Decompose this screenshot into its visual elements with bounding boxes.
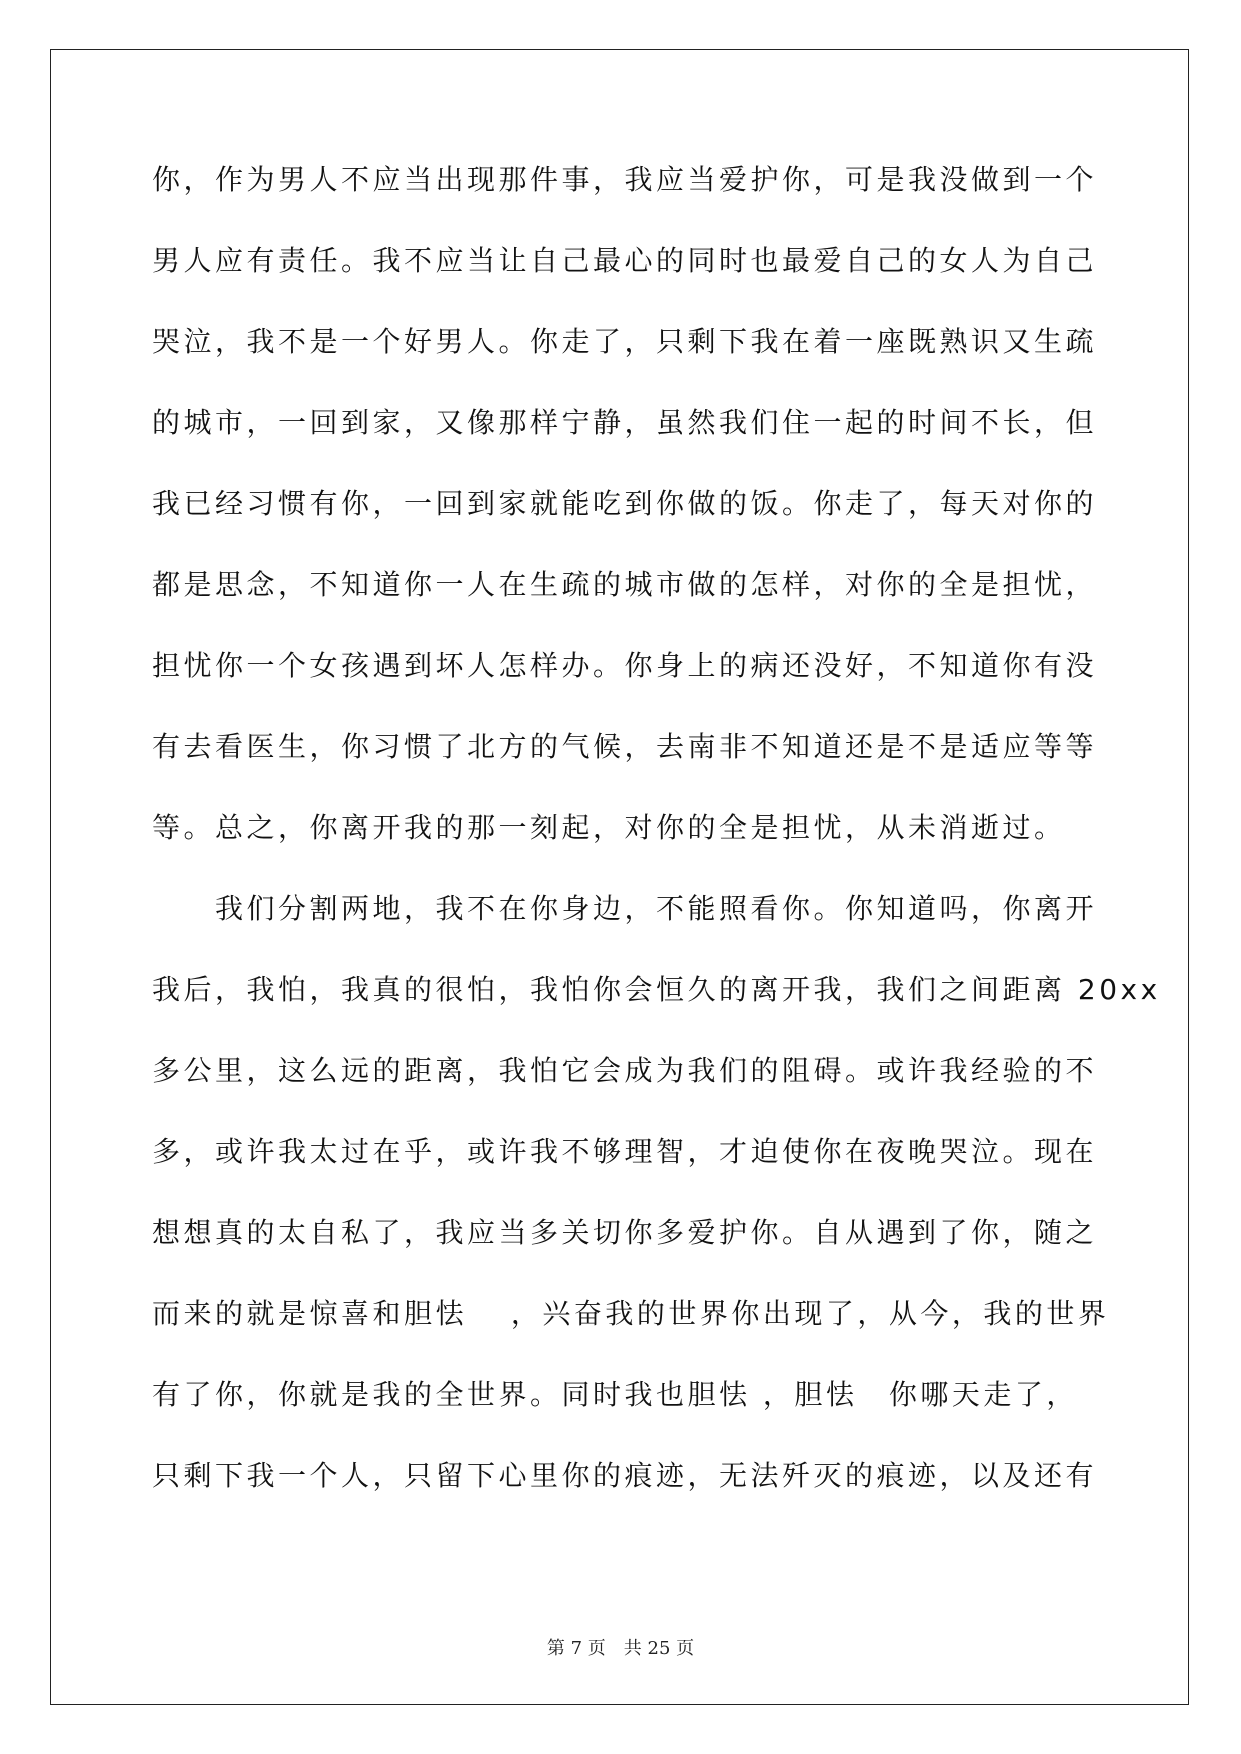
text-line: 等。总之，你离开我的那一刻起，对你的全是担忧，从未消逝过。	[152, 811, 1066, 844]
text-line: 都是思念，不知道你一人在生疏的城市做的怎样，对你的全是担忧，	[152, 568, 1098, 601]
text-line: 有了你，你就是我的全世界。同时我也胆怯 ，胆怯 你哪天走了，	[152, 1378, 1078, 1411]
text-line: 你，作为男人不应当出现那件事，我应当爱护你，可是我没做到一个	[152, 163, 1098, 196]
page-number: 第 7 页 共 25 页	[546, 1638, 695, 1659]
text-line: 我已经习惯有你，一回到家就能吃到你做的饭。你走了，每天对你的	[152, 487, 1098, 520]
text-line: 男人应有责任。我不应当让自己最心的同时也最爱自己的女人为自己	[152, 244, 1098, 277]
text-line: 想想真的太自私了，我应当多关切你多爱护你。自从遇到了你，随之	[152, 1216, 1098, 1249]
text-line: 而来的就是惊喜和胆怯 ，兴奋我的世界你出现了，从今，我的世界	[152, 1297, 1110, 1330]
body-text	[152, 160, 1161, 1537]
page-footer	[0, 1634, 1241, 1660]
text-line: 的城市，一回到家，又像那样宁静，虽然我们住一起的时间不长，但	[152, 406, 1098, 439]
text-line: 担忧你一个女孩遇到坏人怎样办。你身上的病还没好，不知道你有没	[152, 649, 1098, 682]
text-line: 我后，我怕，我真的很怕，我怕你会恒久的离开我，我们之间距离 20xx	[152, 973, 1161, 1006]
text-line: 哭泣，我不是一个好男人。你走了，只剩下我在着一座既熟识又生疏	[152, 325, 1098, 358]
text-line: 多，或许我太过在乎，或许我不够理智，才迫使你在夜晚哭泣。现在	[152, 1135, 1098, 1168]
text-line: 多公里，这么远的距离，我怕它会成为我们的阻碍。或许我经验的不	[152, 1054, 1098, 1087]
text-line: 有去看医生，你习惯了北方的气候，去南非不知道还是不是适应等等	[152, 730, 1098, 763]
text-line: 我们分割两地，我不在你身边，不能照看你。你知道吗，你离开	[152, 892, 1098, 925]
text-line: 只剩下我一个人，只留下心里你的痕迹，无法歼灭的痕迹，以及还有	[152, 1459, 1098, 1492]
